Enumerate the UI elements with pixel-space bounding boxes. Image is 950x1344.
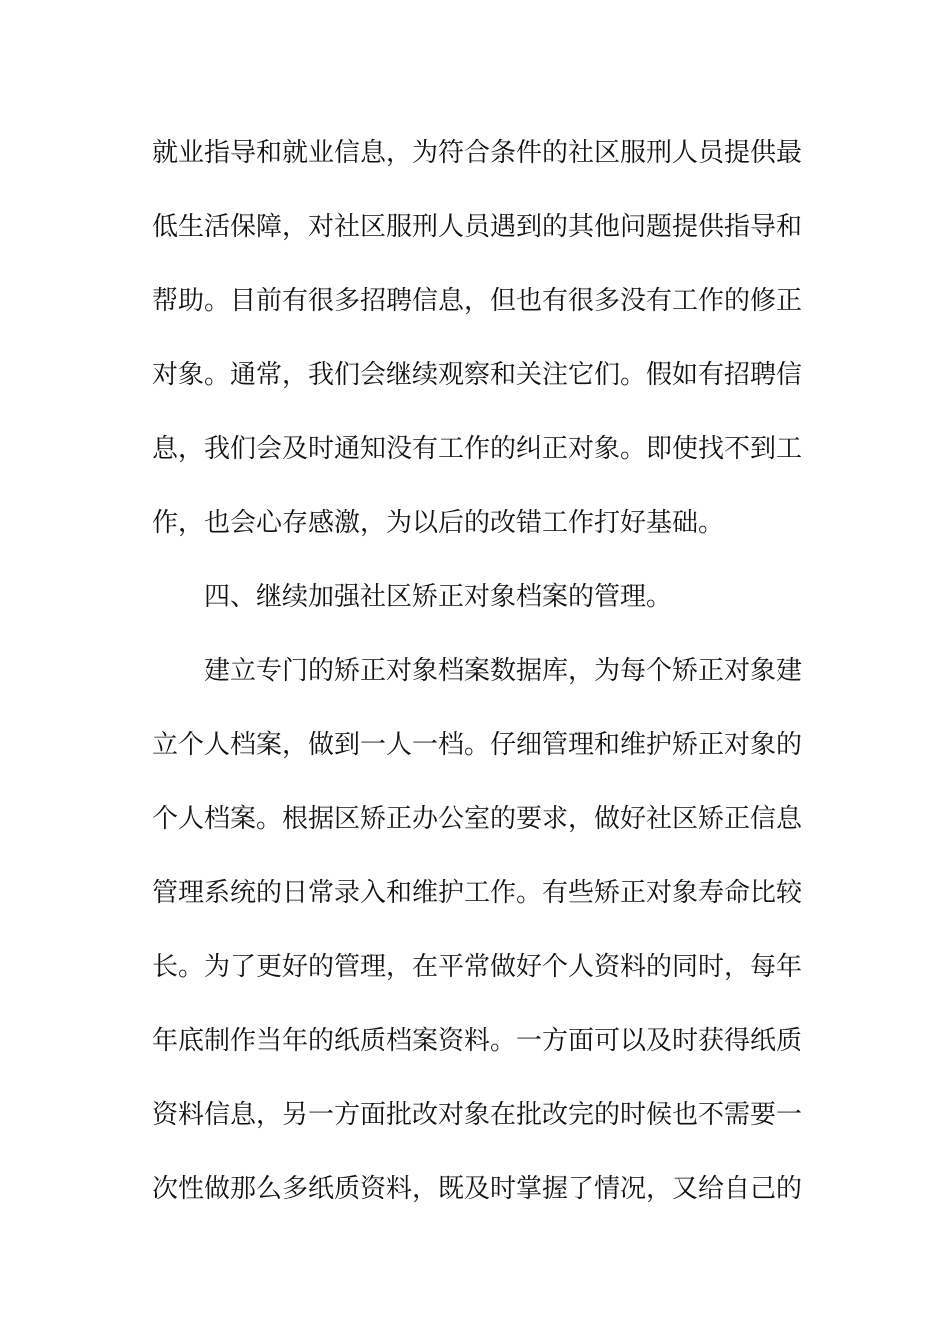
text-line: 管理系统的日常录入和维护工作。有些矫正对象寿命比较 bbox=[152, 878, 803, 908]
paragraph-archives bbox=[152, 646, 803, 1238]
paragraph-employment bbox=[152, 128, 803, 572]
text-line: 个人档案。根据区矫正办公室的要求，做好社区矫正信息 bbox=[152, 804, 803, 834]
text-line: 低生活保障，对社区服刑人员遇到的其他问题提供指导和 bbox=[152, 212, 803, 242]
heading-line: 四、继续加强社区矫正对象档案的管理。 bbox=[204, 582, 673, 612]
body-text bbox=[152, 128, 803, 1238]
text-line: 资料信息，另一方面批改对象在批改完的时候也不需要一 bbox=[152, 1100, 803, 1130]
text-line: 就业指导和就业信息，为符合条件的社区服刑人员提供最 bbox=[152, 138, 803, 168]
text-line: 次性做那么多纸质资料，既及时掌握了情况，又给自己的 bbox=[152, 1174, 803, 1204]
text-line: 对象。通常，我们会继续观察和关注它们。假如有招聘信 bbox=[152, 360, 803, 390]
section-heading bbox=[152, 572, 792, 646]
text-line: 息，我们会及时通知没有工作的纠正对象。即使找不到工 bbox=[152, 434, 803, 464]
text-line: 建立专门的矫正对象档案数据库，为每个矫正对象建 bbox=[204, 656, 803, 686]
text-line: 年底制作当年的纸质档案资料。一方面可以及时获得纸质 bbox=[152, 1026, 803, 1056]
text-line: 作，也会心存感激，为以后的改错工作打好基础。 bbox=[152, 508, 725, 538]
text-line: 帮助。目前有很多招聘信息，但也有很多没有工作的修正 bbox=[152, 286, 803, 316]
text-line: 长。为了更好的管理，在平常做好个人资料的同时，每年 bbox=[152, 952, 803, 982]
text-line: 立个人档案，做到一人一档。仔细管理和维护矫正对象的 bbox=[152, 730, 803, 760]
